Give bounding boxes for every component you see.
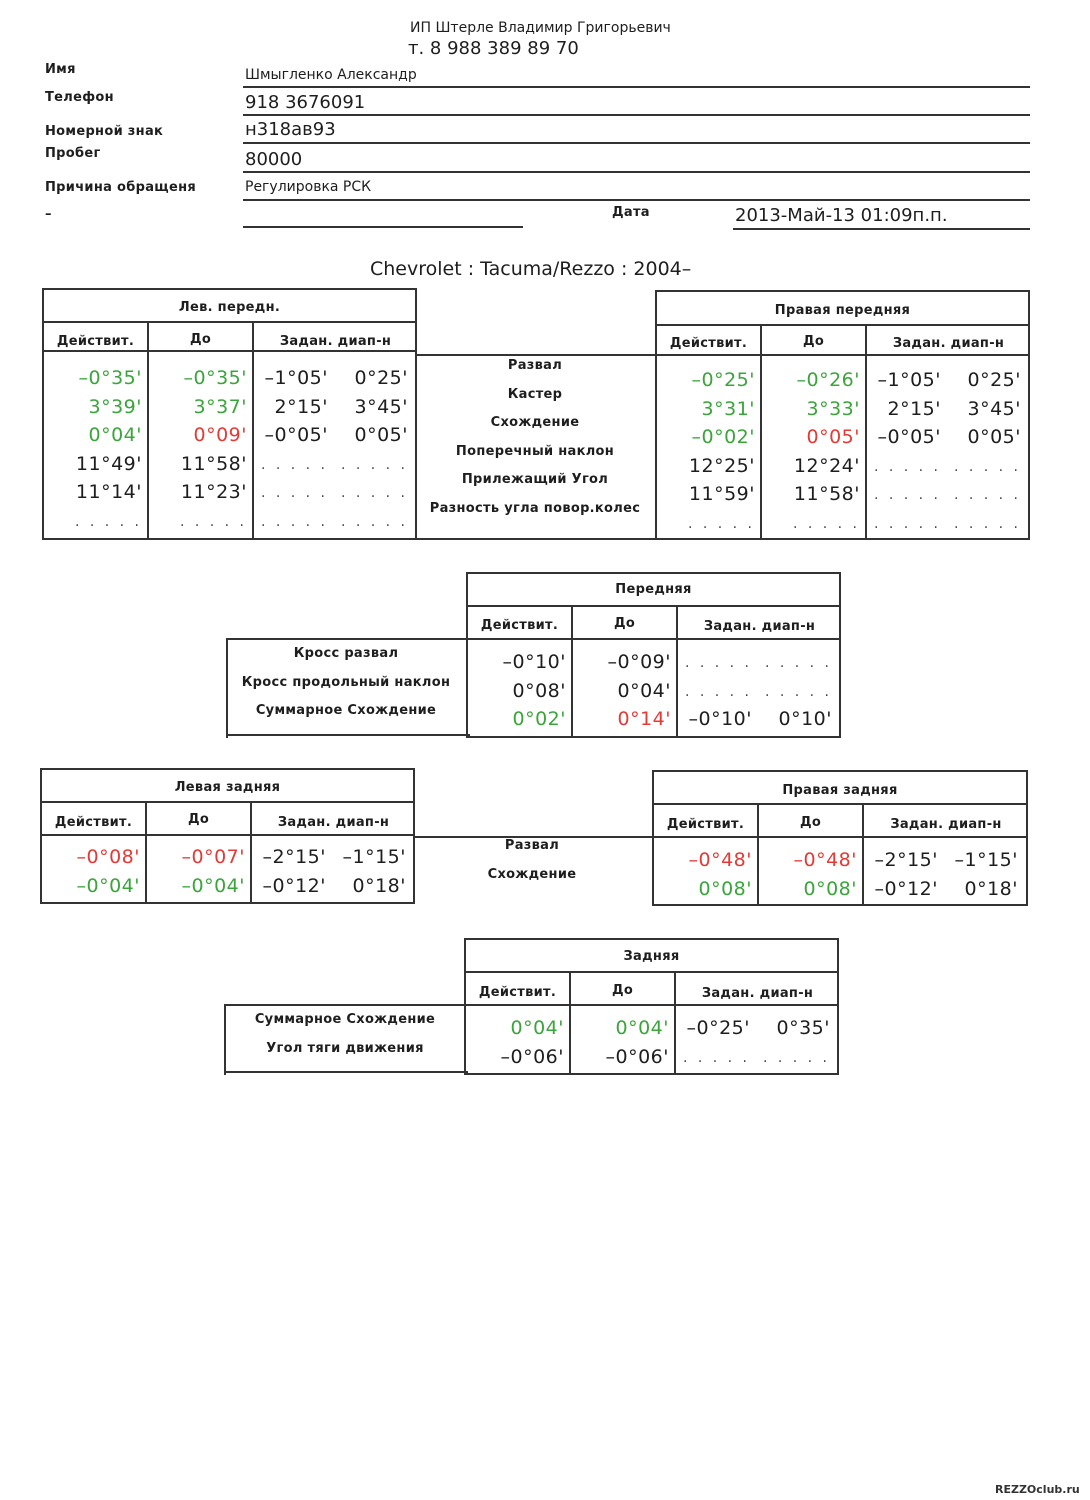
value-before: 0°05' (806, 426, 860, 448)
col-range: Задан. диап-н (701, 986, 814, 1001)
value-actual: 11°49' (75, 452, 142, 475)
param-label: Угол тяги движения (266, 1040, 424, 1056)
param-label: Кросс развал (293, 646, 399, 661)
value-empty: . . . . . (792, 515, 860, 532)
range-empty: . . . . . (684, 655, 752, 671)
param-label: Схождение (487, 866, 577, 882)
front-left-title: Лев. передн. (178, 300, 281, 315)
rear-left-title: Левая задняя (174, 780, 281, 795)
value-actual: –0°48' (688, 849, 752, 871)
front-right-title: Правая передняя (774, 303, 911, 318)
range-max: 0°25' (354, 367, 408, 389)
value-actual: 0°02' (512, 708, 566, 730)
range-min: 2°15' (887, 397, 941, 420)
range-empty: . . . . . (340, 485, 408, 501)
col-before: До (799, 815, 822, 830)
plate-value: н318ав93 (245, 119, 336, 140)
reason-value: Регулировка РСК (245, 179, 372, 195)
value-actual: 3°31' (701, 397, 755, 420)
value-actual: 11°59' (688, 483, 755, 505)
value-before: –0°35' (183, 367, 247, 389)
col-range: Задан. диап-н (892, 336, 1005, 351)
range-max: 3°45' (967, 397, 1021, 420)
range-max: –1°15' (954, 849, 1018, 871)
value-actual: –0°10' (502, 651, 566, 673)
range-empty: . . . . . (953, 458, 1021, 475)
range-min: –2°15' (874, 849, 938, 871)
param-label: Суммарное Схождение (255, 703, 437, 718)
value-actual: –0°06' (500, 1045, 564, 1068)
col-before: До (802, 334, 825, 349)
value-before: 12°24' (793, 454, 860, 477)
range-empty: . . . . . (684, 683, 752, 700)
value-actual: –0°35' (78, 367, 142, 389)
range-empty: . . . . . (340, 456, 408, 473)
param-label: Развал (507, 358, 563, 373)
param-label: Поперечный наклон (455, 443, 615, 459)
rear-right-title: Правая задняя (782, 783, 898, 798)
col-range: Задан. диап-н (277, 815, 390, 830)
range-empty: . . . . . (953, 487, 1021, 503)
value-before: 0°04' (617, 679, 671, 702)
range-min: –2°15' (262, 846, 326, 868)
col-range: Задан. диап-н (890, 817, 1002, 832)
dash-label: – (45, 207, 52, 222)
param-label: Развал (504, 838, 560, 853)
col-before: До (189, 332, 212, 347)
value-before: –0°06' (605, 1045, 669, 1068)
range-min: –1°05' (877, 369, 941, 391)
value-before: 3°33' (806, 397, 860, 420)
name-label: Имя (45, 62, 76, 77)
value-empty: . . . . . (179, 513, 247, 530)
range-max: 0°35' (776, 1017, 830, 1039)
range-empty: . . . . . (873, 487, 941, 503)
col-range: Задан. диап-н (279, 334, 392, 349)
value-before: –0°26' (796, 369, 860, 391)
value-before: 0°08' (803, 877, 857, 900)
col-actual: Действит. (669, 336, 748, 351)
company-name: ИП Штерле Владимир Григорьевич (410, 20, 671, 36)
range-empty: . . . . . (260, 456, 328, 473)
col-before: До (613, 616, 636, 631)
range-min: –0°12' (874, 877, 938, 900)
range-max: –1°15' (342, 846, 406, 868)
range-max: 0°05' (354, 424, 408, 446)
range-min: –0°25' (686, 1017, 750, 1039)
param-label: Кастер (507, 386, 563, 402)
watermark: REZZOclub.ru (995, 1483, 1080, 1496)
value-actual: 0°08' (698, 877, 752, 900)
range-empty: . . . . . (764, 655, 832, 671)
col-actual: Действит. (666, 817, 745, 832)
value-before: 0°04' (615, 1017, 669, 1039)
value-actual: 0°04' (88, 424, 142, 446)
range-empty: . . . . . (762, 1049, 830, 1066)
value-before: 0°09' (193, 424, 247, 446)
param-label: Схождение (490, 415, 580, 430)
range-max: 0°05' (967, 426, 1021, 448)
range-max: 0°18' (964, 877, 1018, 900)
value-before: 3°37' (193, 395, 247, 418)
value-actual: –0°25' (691, 369, 755, 391)
col-before: До (611, 983, 634, 998)
name-value: Шмыгленко Александр (245, 67, 417, 83)
col-actual: Действит. (56, 334, 135, 349)
value-actual: 11°14' (75, 481, 142, 503)
range-max: 0°10' (778, 708, 832, 730)
value-before: 11°58' (180, 452, 247, 475)
param-label: Суммарное Схождение (254, 1012, 436, 1027)
front-total-title: Передняя (615, 582, 692, 597)
value-before: 0°14' (617, 708, 671, 730)
range-max: 0°18' (352, 874, 406, 897)
range-empty: . . . . . (764, 683, 832, 700)
value-before: –0°04' (181, 874, 245, 897)
range-empty: . . . . . (682, 1049, 750, 1066)
col-before: До (187, 812, 210, 827)
range-empty: . . . . . (873, 458, 941, 475)
value-actual: –0°08' (76, 846, 140, 868)
param-label: Кросс продольный наклон (241, 674, 451, 690)
company-phone: т. 8 988 389 89 70 (408, 38, 579, 59)
range-empty: . . . . . (260, 513, 328, 530)
param-label: Прилежащий Угол (461, 472, 609, 487)
range-max: 3°45' (354, 395, 408, 418)
value-before: –0°07' (181, 846, 245, 868)
value-actual: 0°04' (510, 1017, 564, 1039)
value-actual: –0°02' (691, 426, 755, 448)
value-actual: 3°39' (88, 395, 142, 418)
value-before: 11°58' (793, 483, 860, 505)
col-actual: Действит. (480, 618, 559, 633)
value-before: –0°09' (607, 651, 671, 673)
plate-label: Номерной знак (45, 124, 164, 139)
col-actual: Действит. (478, 985, 557, 1000)
col-range: Задан. диап-н (703, 619, 816, 634)
value-actual: –0°04' (76, 874, 140, 897)
rear-total-title: Задняя (623, 949, 680, 964)
range-empty: . . . . . (873, 515, 941, 532)
date-value: 2013-Май-13 01:09п.п. (735, 205, 948, 226)
range-min: –0°05' (877, 426, 941, 448)
range-min: –1°05' (264, 367, 328, 389)
range-min: –0°12' (262, 874, 326, 897)
phone-value: 918 3676091 (245, 92, 366, 113)
date-label: Дата (612, 205, 650, 220)
value-empty: . . . . . (687, 515, 755, 532)
range-min: 2°15' (274, 395, 328, 418)
mileage-value: 80000 (245, 149, 303, 170)
value-empty: . . . . . (74, 513, 142, 530)
value-actual: 12°25' (688, 454, 755, 477)
param-label: Разность угла повор.колес (429, 500, 641, 516)
phone-label: Телефон (45, 90, 114, 105)
value-actual: 0°08' (512, 679, 566, 702)
mileage-label: Пробег (45, 146, 101, 161)
range-empty: . . . . . (260, 485, 328, 501)
range-min: –0°10' (688, 708, 752, 730)
range-min: –0°05' (264, 424, 328, 446)
vehicle-title: Chevrolet : Tacuma/Rezzo : 2004– (370, 258, 692, 280)
value-before: 11°23' (180, 481, 247, 503)
range-max: 0°25' (967, 369, 1021, 391)
col-actual: Действит. (54, 815, 133, 830)
range-empty: . . . . . (953, 515, 1021, 532)
range-empty: . . . . . (340, 513, 408, 530)
value-before: –0°48' (793, 849, 857, 871)
reason-label: Причина обращеня (45, 180, 197, 195)
